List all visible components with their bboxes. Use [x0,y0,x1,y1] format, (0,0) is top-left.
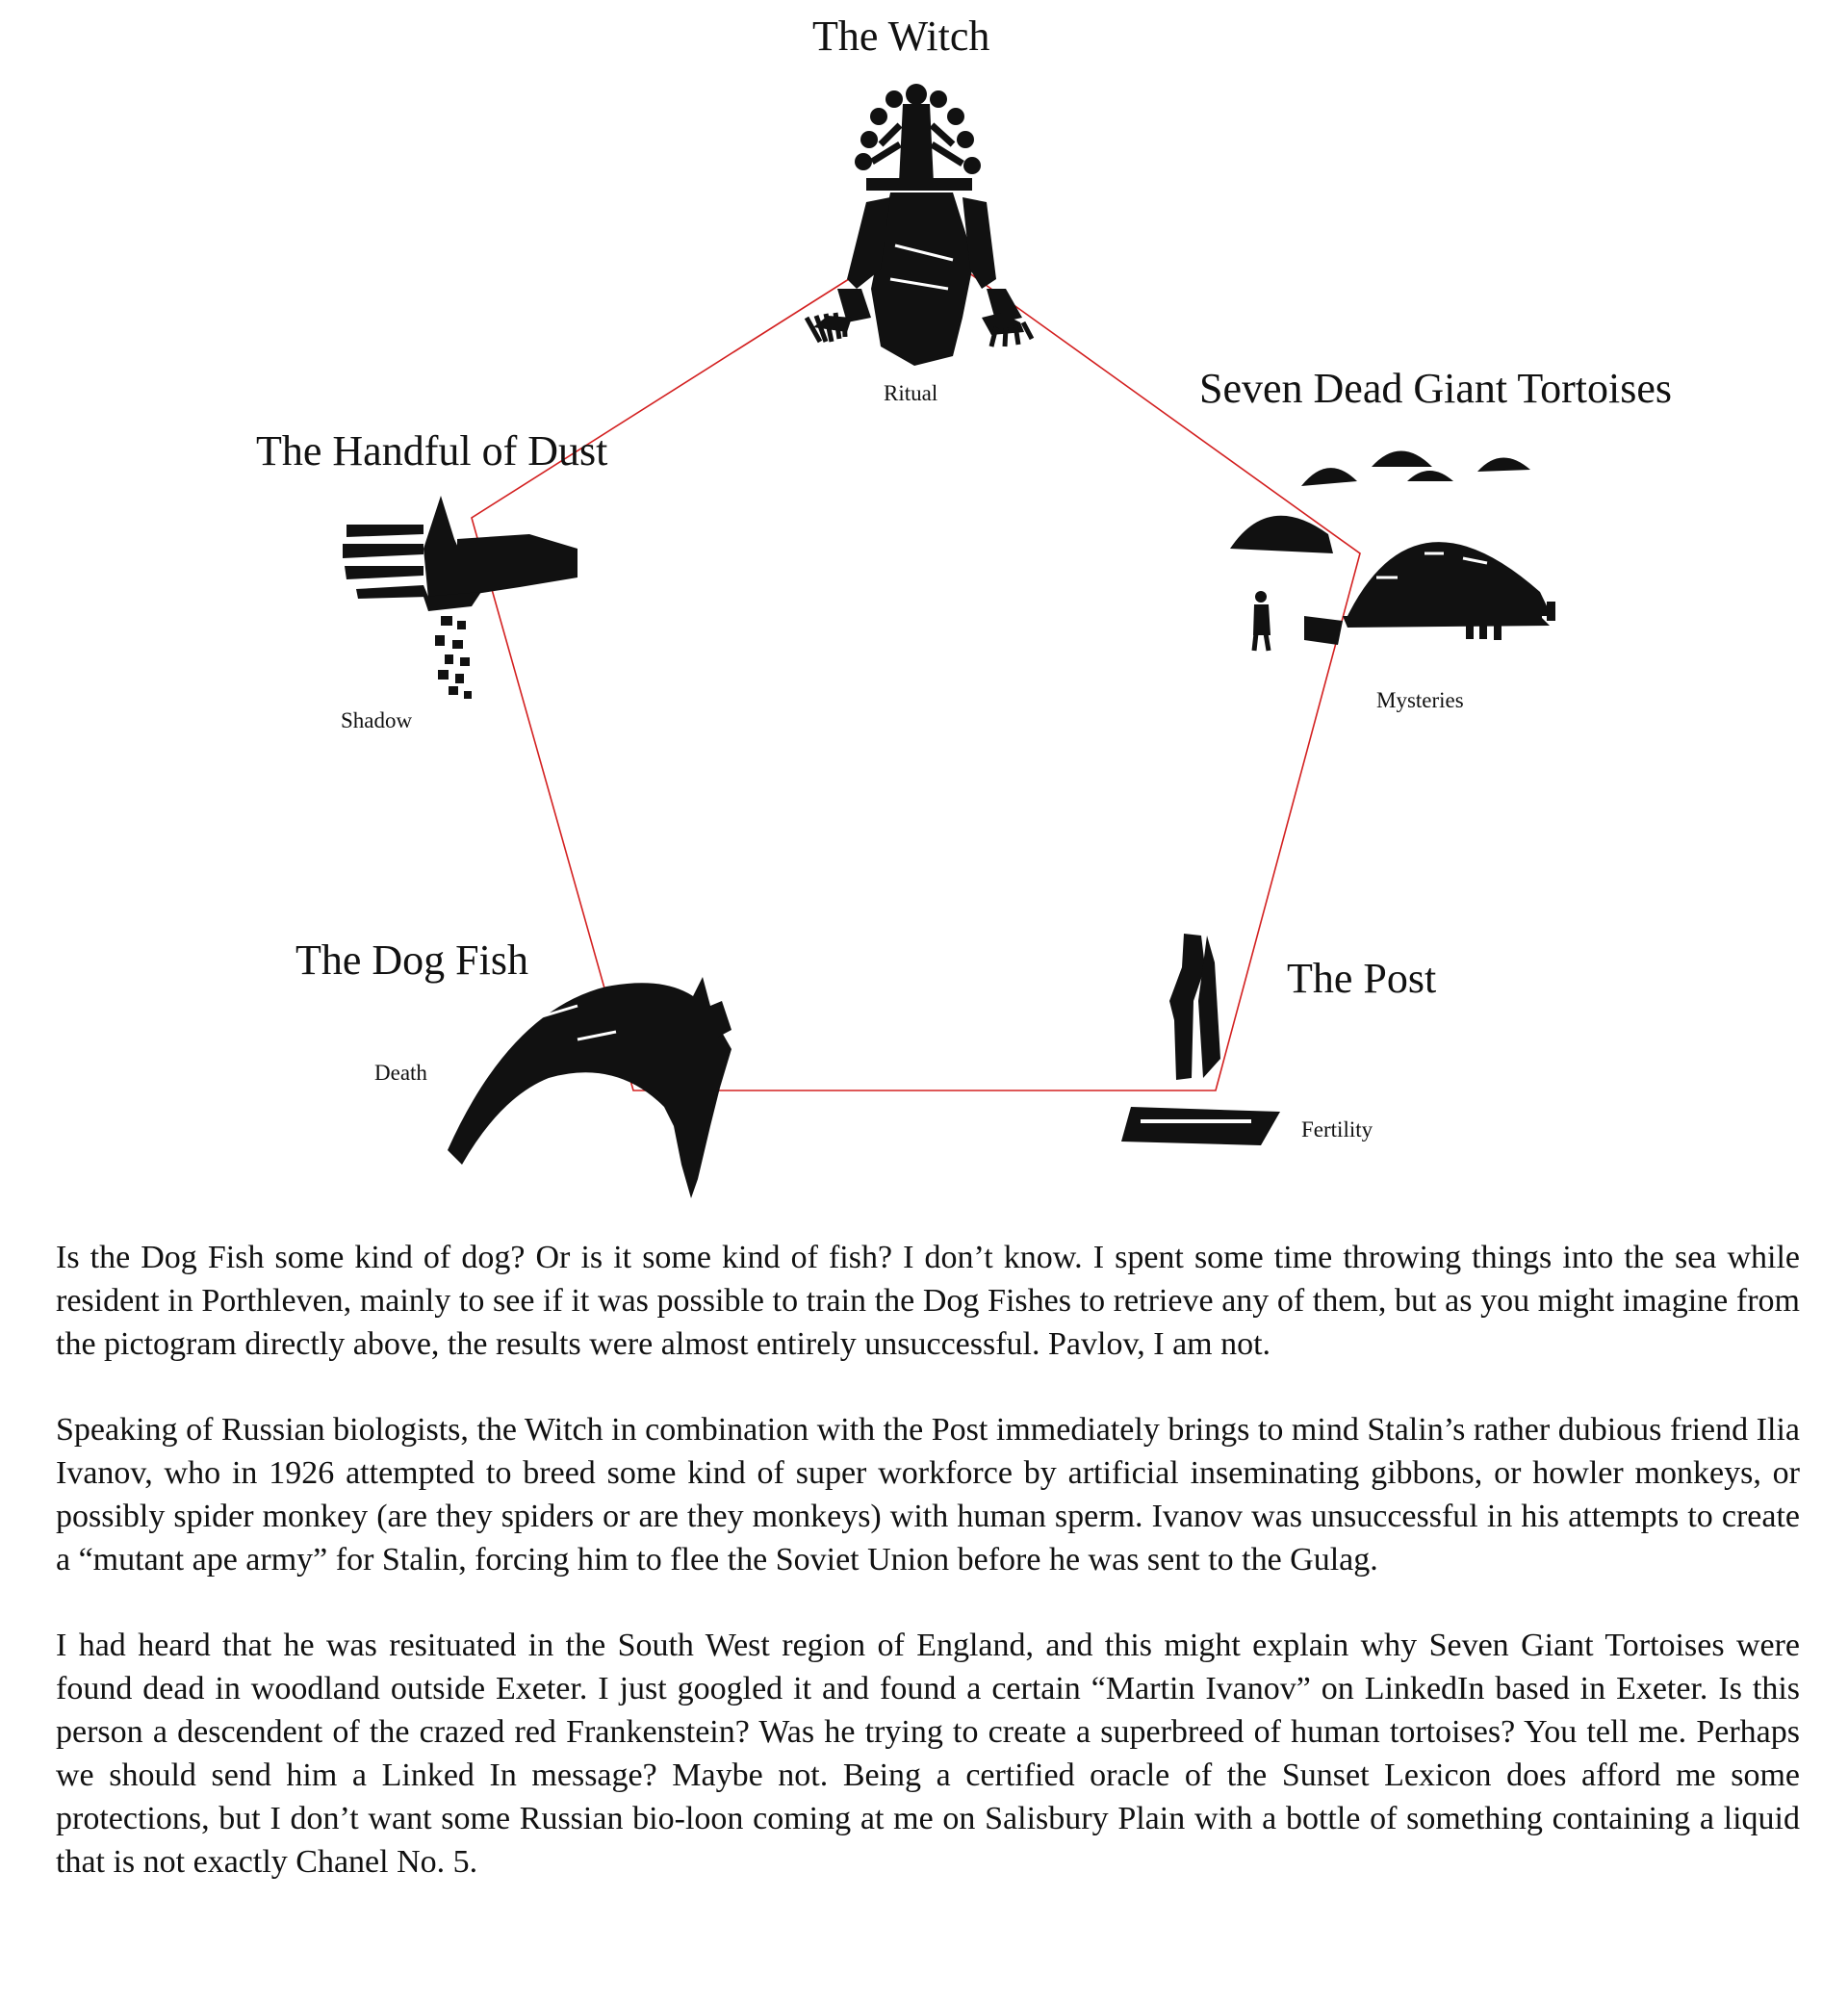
node-subtitle-dog-fish: Death [374,1061,427,1085]
witch-icon [807,84,1032,366]
post-icon [1121,934,1280,1145]
node-subtitle-handful-of-dust: Shadow [341,708,413,732]
node-title-post: The Post [1287,955,1437,1002]
node-title-dog-fish: The Dog Fish [295,936,528,984]
paragraph-tortoises: I had heard that he was resituated in the South West region of England, and this might explain why Seven Giant Tortoises were found dead in woodland outside Exeter. I just googled it and found a certain “Martin Ivanov” on LinkedIn based in Exeter. Is this person a descendent of the crazed red Frankenstein? Was he trying to create a superbreed of human tortoises? You tell me. Perhaps we should send him a Linked In message? Maybe not. Being a certified oracle of the Sunset Lexicon does afford me some protections, but I don’t want some Russian bio-loon coming at me on Salisbury Plain with a bottle of something containing a liquid that is not exactly Chanel No. 5. [56,1628,1800,1880]
dog-fish-icon [448,977,732,1198]
node-title-handful-of-dust: The Handful of Dust [256,427,608,475]
node-subtitle-post: Fertility [1301,1117,1373,1142]
node-subtitle-witch: Ritual [884,381,938,405]
handful-of-dust-icon [343,496,578,699]
tortoises-icon [1230,451,1555,652]
node-title-witch: The Witch [812,13,990,60]
node-title-tortoises: Seven Dead Giant Tortoises [1199,365,1673,412]
paragraph-dog-fish: Is the Dog Fish some kind of dog? Or is it some kind of fish? I don’t know. I spent some time throwing things into the sea while resident in Porthleven, mainly to see if it was possible to train the Dog Fishes to retrieve any of them, but as you might imagine from the pictogram directly above, the results were almost entirely unsuccessful. Pavlov, I am not. [56,1240,1800,1362]
body-text [56,1236,1800,1926]
node-subtitle-tortoises: Mysteries [1376,688,1464,712]
paragraph-russian-biologists: Speaking of Russian biologists, the Witch in combination with the Post immediately brings to mind Stalin’s rather dubious friend Ilia Ivanov, who in 1926 attempted to breed some kind of super workforce by artificial inseminating gibbons, or howler monkeys, or possibly spider monkey (are they spiders or are they monkeys) with human sperm. Ivanov was unsuccessful in his attempts to create a “mutant ape army” for Stalin, forcing him to flee the Soviet Union before he was sent to the Gulag. [56,1412,1800,1578]
